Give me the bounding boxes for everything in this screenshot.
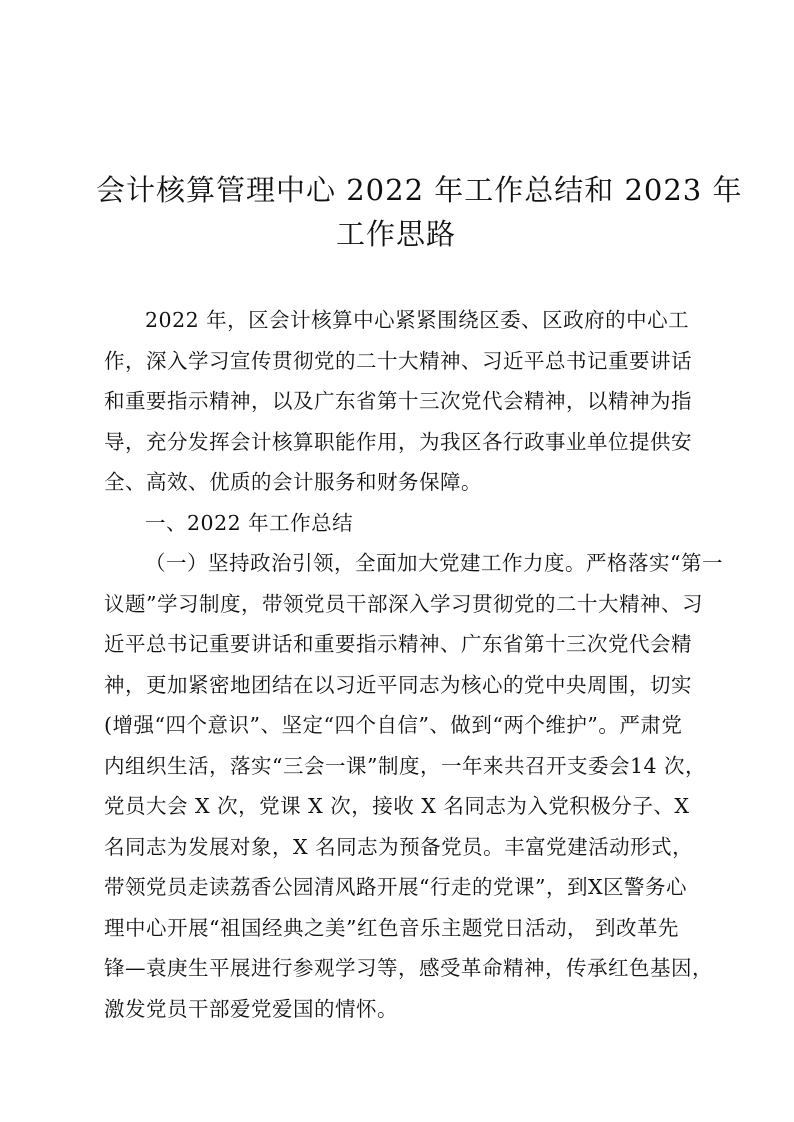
paragraph-line: 党员大会 X 次，党课 X 次，接收 X 名同志为入党积极分子、X: [104, 794, 690, 818]
intro-paragraph: [104, 300, 696, 503]
paragraph-line: 名同志为发展对象，X 名同志为预备党员。丰富党建活动形式，: [104, 834, 694, 859]
paragraph-line: 理中心开展“祖国经典之美”红色音乐主题党日活动， 到改革先: [104, 915, 679, 940]
section-heading: [104, 503, 696, 544]
paragraph-line: 神，更加紧密地团结在以习近平同志为核心的党中央周围，切实: [104, 672, 692, 697]
document-body: [104, 300, 723, 1029]
paragraph-line: (增强“四个意识”、坚定“四个自信”、做到“两个维护”。严肃党: [104, 713, 683, 737]
paragraph-line: 近平总书记重要讲话和重要指示精神、广东省第十三次党代会精: [104, 632, 692, 656]
title-line-2: 工作思路: [335, 217, 456, 251]
paragraph-line: 和重要指示精神，以及广东省第十三次党代会精神，以精神为指: [104, 389, 692, 413]
paragraph-line: 议题”学习制度，带领党员干部深入学习贯彻党的二十大精神、习: [104, 591, 703, 616]
paragraph-line: 激发党员干部爱党爱国的情怀。: [104, 996, 398, 1021]
subsection-paragraph: [104, 543, 723, 1029]
section-heading-text: 一、2022 年工作总结: [145, 510, 354, 535]
paragraph-line: 2022 年，区会计核算中心紧紧围绕区委、区政府的中心工: [145, 308, 690, 332]
paragraph-line: 导，充分发挥会计核算职能作用，为我区各行政事业单位提供安: [104, 429, 692, 454]
paragraph-line: 内组织生活，落实“三会一课”制度，一年来共召开支委会14 次，: [104, 753, 707, 778]
paragraph-line: 锋—袁庚生平展进行参观学习等，感受革命精神，传承红色基因，: [104, 956, 713, 980]
paragraph-line: 带领党员走读荔香公园清风路开展“行走的党课”，到X区警务心: [104, 875, 688, 899]
title-line-1: 会计核算管理中心 2022 年工作总结和 2023 年: [96, 173, 743, 207]
paragraph-line: （一）坚持政治引领，全面加大党建工作力度。严格落实“第一: [145, 551, 723, 575]
paragraph-line: 作，深入学习宣传贯彻党的二十大精神、习近平总书记重要讲话: [104, 348, 692, 373]
paragraph-line: 全、高效、优质的会计服务和财务保障。: [104, 470, 482, 494]
document-title: [96, 168, 743, 256]
